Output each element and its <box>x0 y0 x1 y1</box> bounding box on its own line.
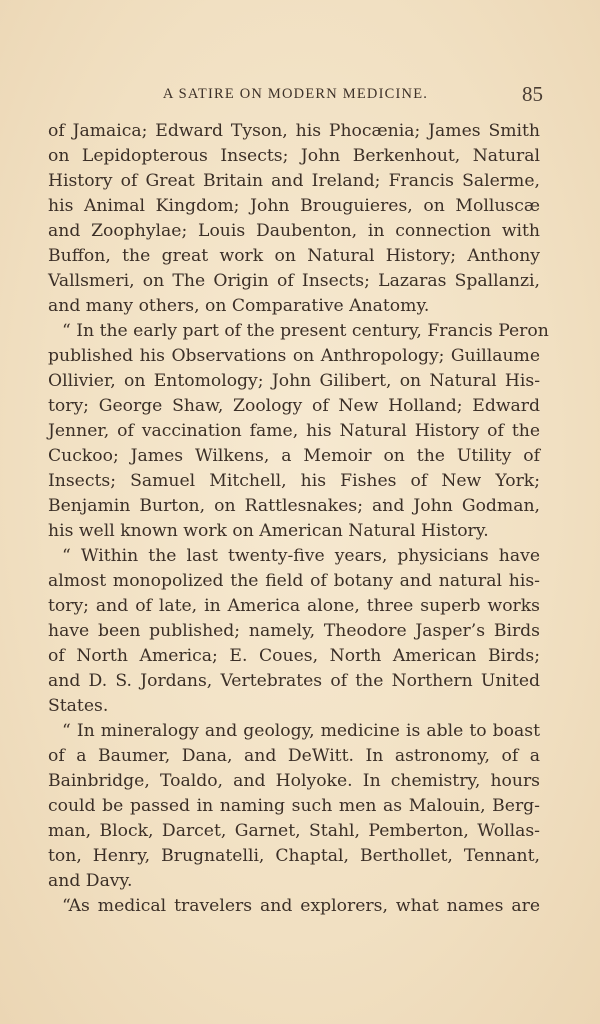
body-text <box>48 119 549 919</box>
text-line: “ Within the last twenty-five years, physicians have <box>62 546 540 566</box>
running-title: A SATIRE ON MODERN MEDICINE. <box>162 86 429 102</box>
text-line: and D. S. Jordans, Vertebrates of the Northern United <box>48 671 540 691</box>
text-line: of North America; E. Coues, North American Birds; <box>48 646 540 666</box>
text-line: and Davy. <box>48 871 133 891</box>
text-line: on Lepidopterous Insects; John Berkenhout, Natural <box>48 146 540 166</box>
text-line: Buffon, the great work on Natural History; Anthony <box>48 246 540 266</box>
text-line: Vallsmeri, on The Origin of Insects; Lazaras Spallanzi, <box>48 271 540 291</box>
text-line: could be passed in naming such men as Malouin, Berg- <box>48 796 540 816</box>
text-line: almost monopolized the field of botany and natural his- <box>48 571 540 591</box>
text-line: Benjamin Burton, on Rattlesnakes; and John Godman, <box>48 496 540 516</box>
text-line: and many others, on Comparative Anatomy. <box>48 296 430 316</box>
text-line: History of Great Britain and Ireland; Francis Salerme, <box>48 171 540 191</box>
text-line: have been published; namely, Theodore Jasper’s Birds <box>48 621 540 641</box>
text-line: Insects; Samuel Mitchell, his Fishes of New York; <box>48 471 540 491</box>
text-line: of a Baumer, Dana, and DeWitt. In astronomy, of a <box>48 746 540 766</box>
running-head <box>48 82 543 106</box>
page-number: 85 <box>522 82 543 106</box>
text-line: “ In the early part of the present century, Francis Peron <box>62 321 549 341</box>
text-line: “ In mineralogy and geology, medicine is able to boast <box>62 721 540 741</box>
text-line: Jenner, of vaccination fame, his Natural History of the <box>48 421 540 441</box>
text-line: his well known work on American Natural History. <box>48 521 489 541</box>
text-line: his Animal Kingdom; John Brouguieres, on Molluscæ <box>48 196 540 216</box>
text-line: Bainbridge, Toaldo, and Holyoke. In chemistry, hours <box>48 771 540 791</box>
text-line: and Zoophylae; Louis Daubenton, in connection with <box>48 221 540 241</box>
text-line: Cuckoo; James Wilkens, a Memoir on the Utility of <box>48 446 540 466</box>
text-line: of Jamaica; Edward Tyson, his Phocænia; James Smith <box>48 121 540 141</box>
text-line: published his Observations on Anthropology; Guillaume <box>48 346 540 366</box>
text-line: ton, Henry, Brugnatelli, Chaptal, Berthollet, Tennant, <box>48 846 540 866</box>
text-line: Ollivier, on Entomology; John Gilibert, on Natural His- <box>48 371 540 391</box>
text-line: “As medical travelers and explorers, what names are <box>62 896 540 916</box>
text-line: tory; and of late, in America alone, three superb works <box>48 596 540 616</box>
text-line: States. <box>48 696 109 716</box>
text-line: tory; George Shaw, Zoology of New Holland; Edward <box>48 396 540 416</box>
text-line: man, Block, Darcet, Garnet, Stahl, Pemberton, Wollas- <box>48 821 540 841</box>
